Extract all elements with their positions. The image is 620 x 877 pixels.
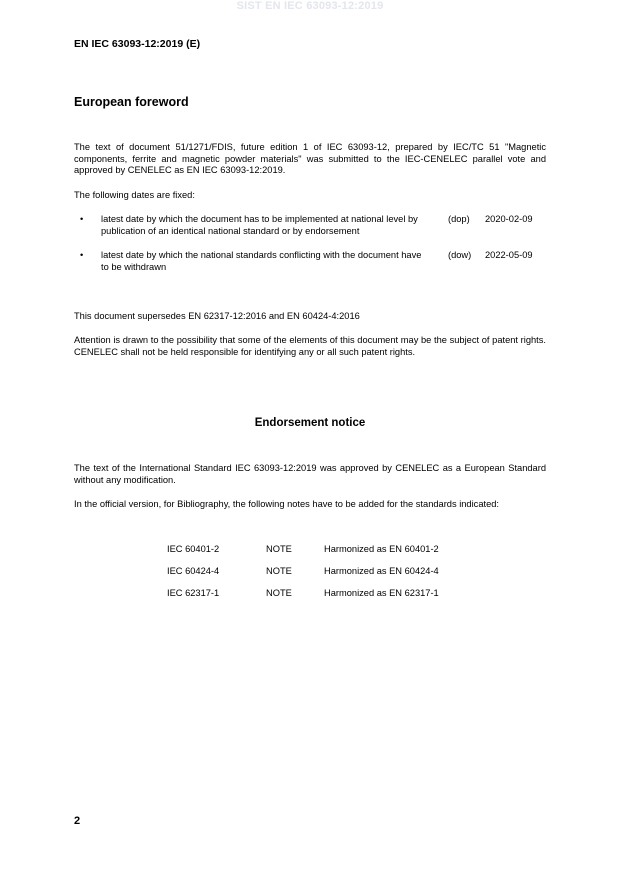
endorsement-heading: Endorsement notice [254, 417, 366, 429]
note-row [167, 588, 487, 610]
note-standard: IEC 62317-1 [167, 588, 220, 598]
date-item-text: latest date by which the national standards conflicting with the document have to be withdrawn [101, 250, 422, 272]
date-item-code: (dow) [448, 250, 472, 260]
document-code-header: EN IEC 63093-12:2019 (E) [74, 38, 201, 50]
note-standard: IEC 60424-4 [167, 566, 220, 576]
note-label: NOTE [266, 566, 292, 576]
date-item-date: 2022-05-09 [485, 250, 533, 260]
date-item-code: (dop) [448, 214, 470, 224]
bullet-icon: • [80, 250, 84, 260]
patent-rights-paragraph: Attention is drawn to the possibility that some of the elements of this document may be the subject of patent rights. CENELEC shall not be held responsible for identifying any or all such patent rights. [74, 335, 546, 357]
endorsement-paragraph-approval: The text of the International Standard IEC 63093-12:2019 was approved by CENELEC as a European Standard without any modification. [74, 463, 546, 485]
note-standard: IEC 60401-2 [167, 544, 220, 554]
supersedes-paragraph: This document supersedes EN 62317-12:2016 and EN 60424-4:2016 [74, 311, 360, 321]
watermark: SIST EN IEC 63093-12:2019 [236, 0, 384, 12]
dates-intro-paragraph: The following dates are fixed: [74, 190, 195, 200]
page-number: 2 [74, 815, 81, 827]
foreword-heading: European foreword [74, 95, 189, 109]
date-item-date: 2020-02-09 [485, 214, 533, 224]
endorsement-paragraph-bibliography: In the official version, for Bibliography, the following notes have to be added for the standards indicated: [74, 499, 499, 509]
note-row [167, 566, 487, 588]
note-harmonized: Harmonized as EN 60424-4 [324, 566, 439, 576]
bibliography-notes-list [167, 544, 487, 610]
bullet-icon: • [80, 214, 84, 224]
note-harmonized: Harmonized as EN 60401-2 [324, 544, 439, 554]
date-item-text: latest date by which the document has to be implemented at national level by publication of an identical national standard or by endorsement [101, 214, 418, 236]
note-label: NOTE [266, 588, 292, 598]
foreword-paragraph-intro: The text of document 51/1271/FDIS, future edition 1 of IEC 63093-12, prepared by IEC/TC 51 "Magnetic components, ferrite and magnetic powder materials" was submitted to the IEC-CENELEC parallel vote and approved by CENELEC as EN IEC 63093-12:2019. [74, 142, 546, 175]
note-label: NOTE [266, 544, 292, 554]
note-harmonized: Harmonized as EN 62317-1 [324, 588, 439, 598]
note-row [167, 544, 487, 566]
